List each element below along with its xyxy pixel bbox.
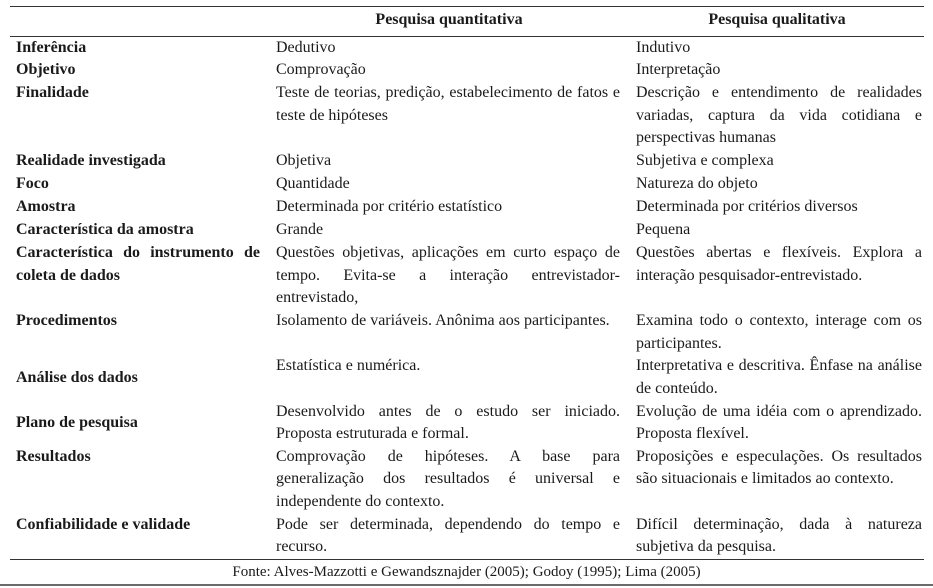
table-row xyxy=(10,196,924,219)
table-row xyxy=(10,150,924,173)
qualitative-cell: Subjetiva e complexa xyxy=(636,152,774,170)
bottom-divider xyxy=(0,584,933,586)
row-label: Objetivo xyxy=(16,61,76,79)
table-row xyxy=(10,310,924,355)
row-label: Procedimentos xyxy=(16,312,118,330)
table-source-caption: Fonte: Alves-Mazzotti e Gewandsznajder (2005); Godoy (1995); Lima (2005) xyxy=(232,564,701,580)
row-label: Característica da amostra xyxy=(16,221,194,239)
quantitative-cell: Estatística e numérica. xyxy=(276,357,421,375)
quantitative-cell: Questões objetivas, aplicações em curto espaço de tempo. Evita-se a interação entrevistador-entrevistado, xyxy=(276,244,620,307)
row-label: Realidade investigada xyxy=(16,152,166,170)
qualitative-cell: Interpretativa e descritiva. Ênfase na análise de conteúdo. xyxy=(636,357,922,397)
qualitative-cell: Proposições e especulações. Os resultados são situacionais e limitados ao contexto. xyxy=(636,447,922,488)
qualitative-cell: Indutivo xyxy=(636,38,691,56)
quantitative-cell: Determinada por critério estatístico xyxy=(276,198,503,216)
row-label: Inferência xyxy=(16,38,87,56)
comparison-table xyxy=(10,6,924,560)
table-row xyxy=(10,82,924,150)
quantitative-cell: Comprovação xyxy=(276,61,366,79)
qualitative-cell: Examina todo o contexto, interage com os participantes. xyxy=(636,312,922,352)
qualitative-cell: Evolução de uma idéia com o aprendizado. Proposta flexível. xyxy=(636,402,922,443)
row-label: Plano de pesquisa xyxy=(16,413,138,431)
row-label: Característica do instrumento de coleta de dados xyxy=(16,244,260,284)
header-criterion xyxy=(10,7,268,37)
qualitative-cell: Natureza do objeto xyxy=(636,175,758,193)
table-row xyxy=(10,355,924,400)
quantitative-cell: Isolamento de variáveis. Anônima aos participantes. xyxy=(276,312,610,330)
table-row xyxy=(10,446,924,514)
table-row xyxy=(10,219,924,242)
quantitative-cell: Objetiva xyxy=(276,152,332,170)
table-header-row xyxy=(10,7,924,37)
qualitative-cell: Interpretação xyxy=(636,61,721,79)
quantitative-cell: Comprovação de hipóteses. A base para generalização dos resultados é universal e independente do contexto. xyxy=(276,447,620,510)
row-label: Foco xyxy=(16,175,49,193)
row-label: Confiabilidade e validade xyxy=(10,514,268,560)
qualitative-cell: Questões abertas e flexíveis. Explora a interação pesquisador-entrevistado. xyxy=(636,244,922,284)
qualitative-cell: Descrição e entendimento de realidades variadas, captura da vida cotidiana e perspectivas humanas xyxy=(636,84,922,147)
table-row xyxy=(10,59,924,82)
table-row xyxy=(10,173,924,196)
quantitative-cell: Pode ser determinada, dependendo do tempo e recurso. xyxy=(268,514,630,560)
row-label: Amostra xyxy=(16,198,76,216)
qualitative-cell: Pequena xyxy=(636,221,691,239)
quantitative-cell: Teste de teorias, predição, estabelecimento de fatos e teste de hipóteses xyxy=(276,84,620,124)
header-quantitative: Pesquisa quantitativa xyxy=(268,7,630,37)
row-label: Análise dos dados xyxy=(16,368,138,386)
quantitative-cell: Dedutivo xyxy=(276,38,336,56)
table-row xyxy=(10,514,924,560)
quantitative-cell: Grande xyxy=(276,221,324,239)
quantitative-cell: Desenvolvido antes de o estudo ser iniciado. Proposta estruturada e formal. xyxy=(276,402,620,443)
header-qualitative: Pesquisa qualitativa xyxy=(630,7,924,37)
table-row xyxy=(10,401,924,446)
row-label: Finalidade xyxy=(16,84,89,102)
quantitative-cell: Quantidade xyxy=(276,175,350,193)
table-row xyxy=(10,36,924,59)
row-label: Resultados xyxy=(16,447,91,465)
qualitative-cell: Determinada por critérios diversos xyxy=(636,198,858,216)
qualitative-cell: Difícil determinação, dada à natureza subjetiva da pesquisa. xyxy=(630,514,924,560)
table-row xyxy=(10,242,924,310)
